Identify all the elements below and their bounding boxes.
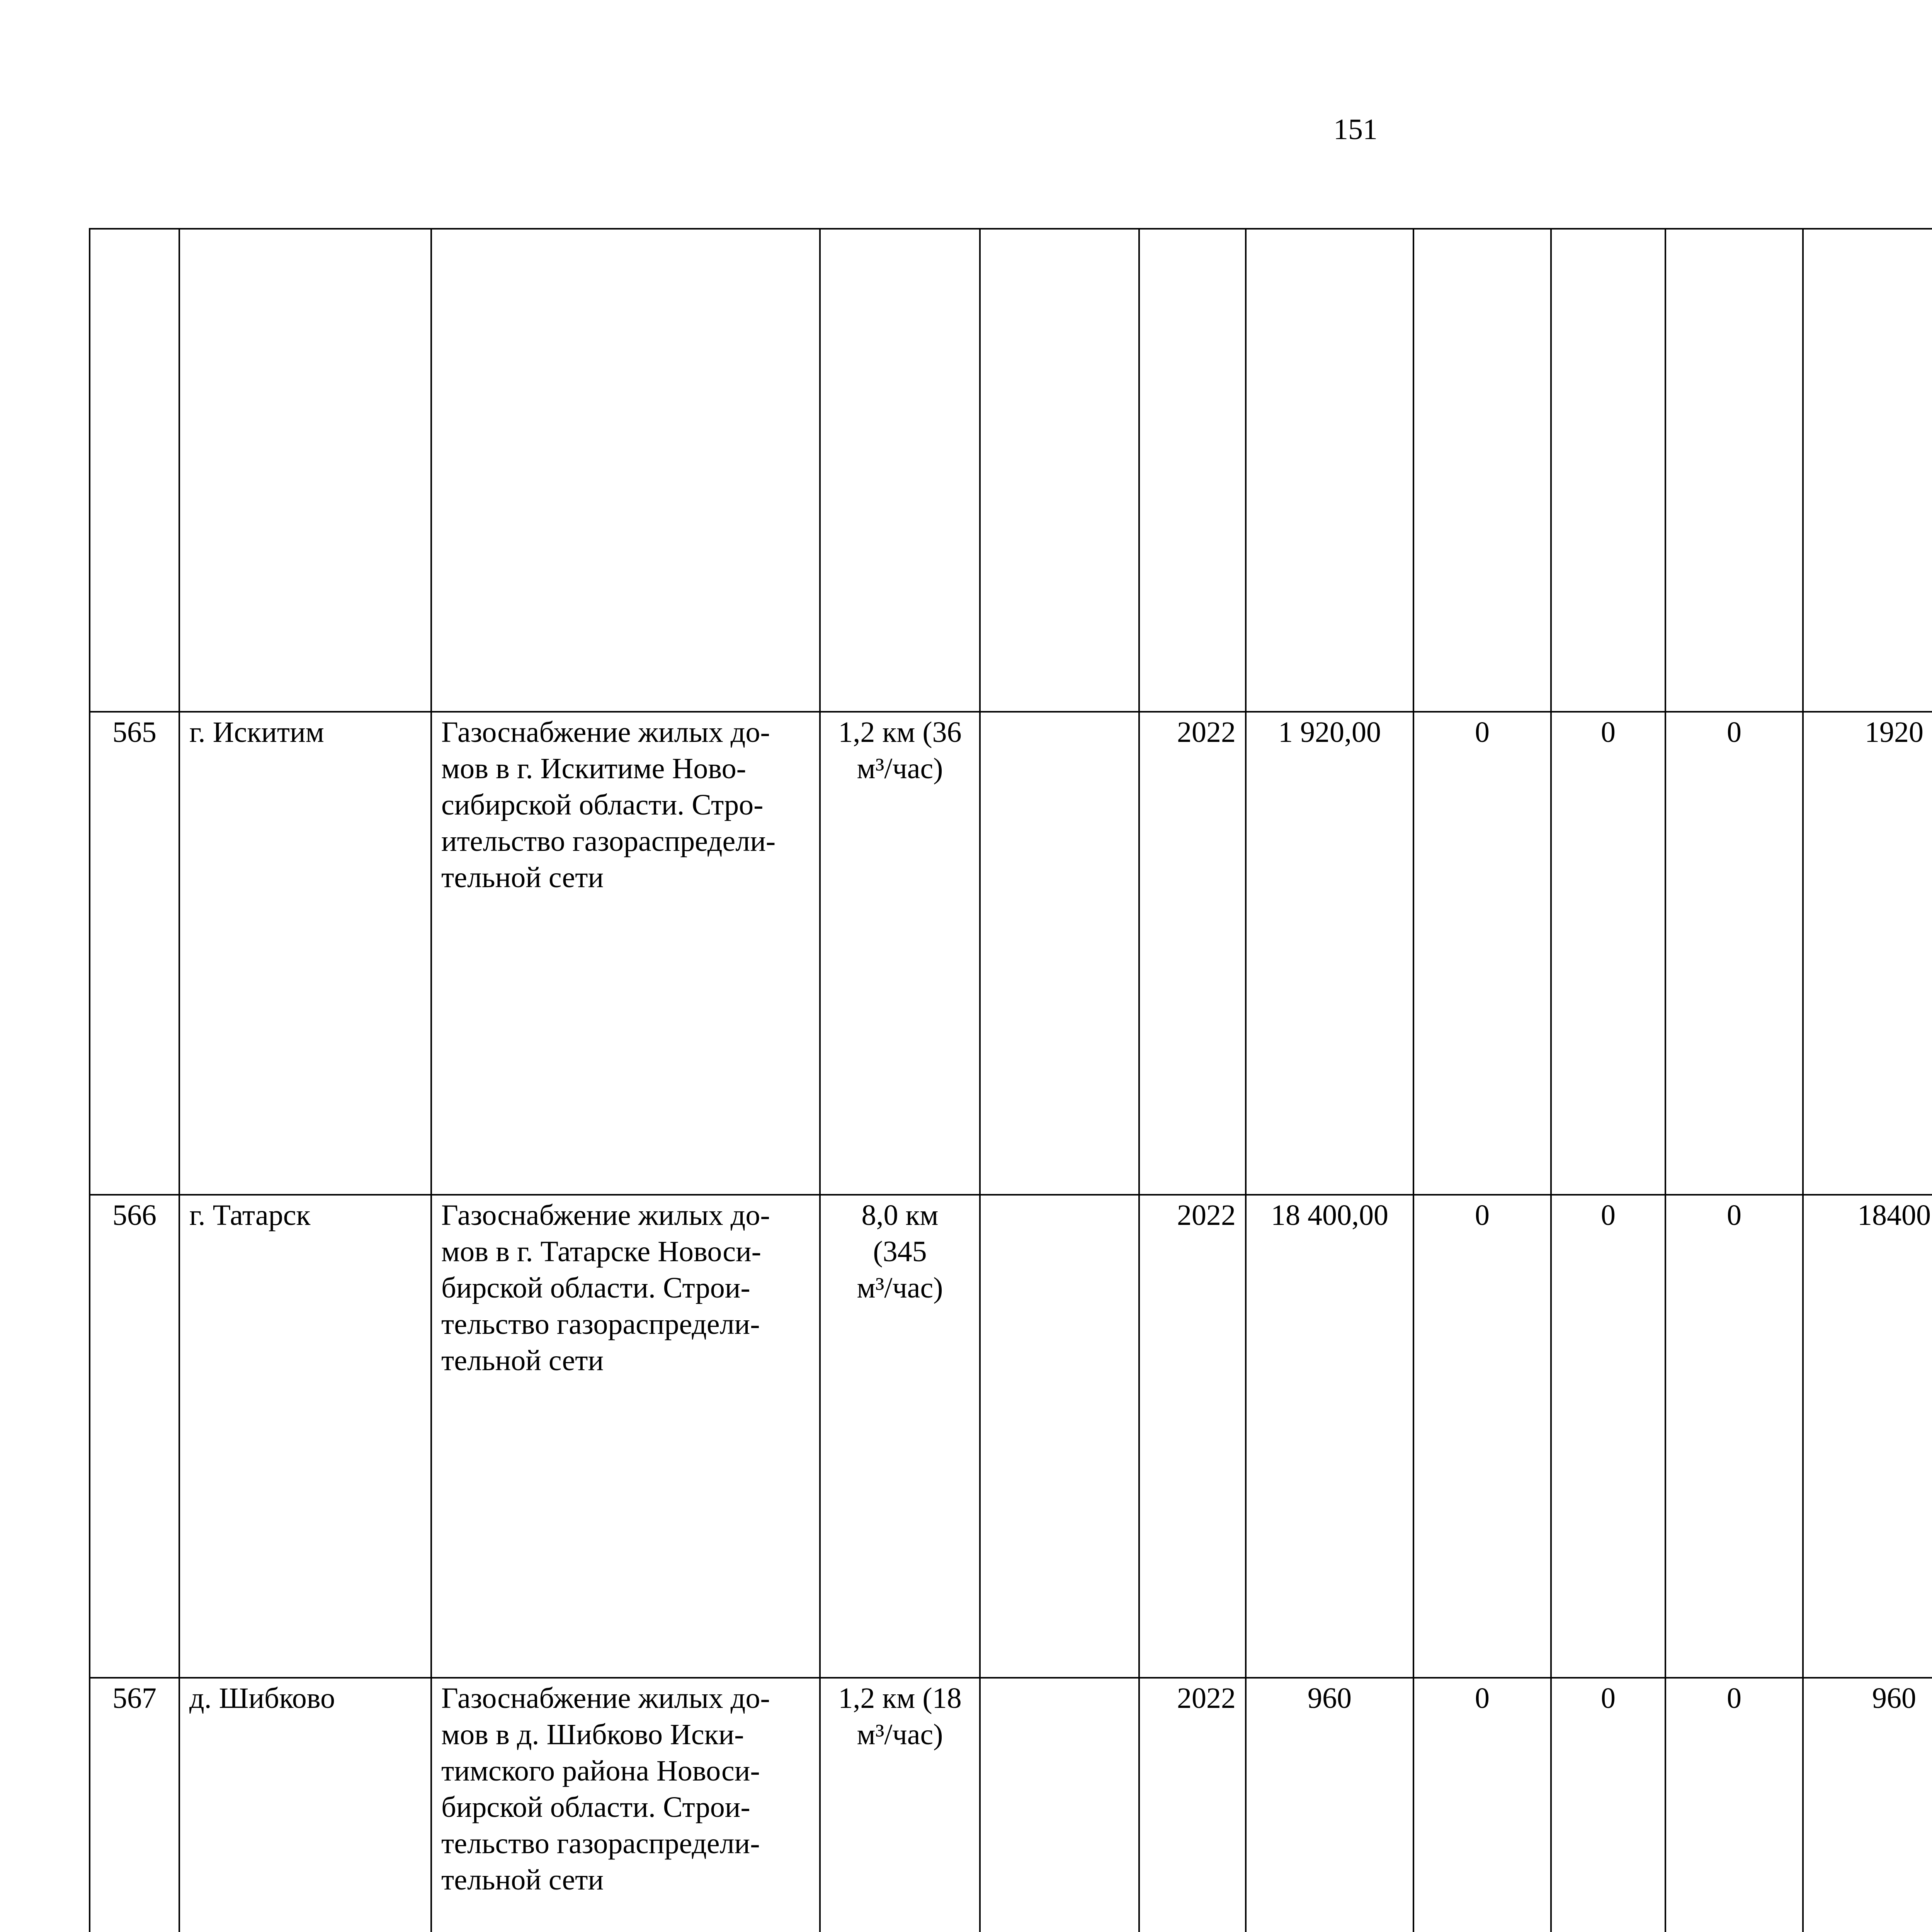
- value-cell: 0: [1551, 712, 1665, 1195]
- locality-cell: г. Татарск: [179, 1195, 431, 1678]
- empty-cell: [980, 712, 1139, 1195]
- capacity-cell: 8,0 км (345 м³/час): [820, 1195, 980, 1678]
- year-cell: [1139, 229, 1246, 712]
- locality-cell: д. Шибково: [179, 1678, 431, 1932]
- gasification-table: [89, 228, 1932, 1932]
- empty-cell: [980, 229, 1139, 712]
- description-cell: Газоснабжение жилых до- мов в г. Искитиме Ново- сибирской области. Стро- ительство газораспредели- тельной сети: [431, 712, 820, 1195]
- capacity-cell: [820, 229, 980, 712]
- table-row: [90, 1678, 1932, 1932]
- page-number: 151: [1333, 113, 1378, 146]
- value-cell: [1551, 229, 1665, 712]
- year-cell: 2022: [1139, 1678, 1246, 1932]
- value-cell: [1413, 229, 1551, 712]
- empty-cell: [980, 1678, 1139, 1932]
- value-cell: 1920: [1803, 712, 1932, 1195]
- value-cell: [1803, 229, 1932, 712]
- total-cost-cell: 1 920,00: [1246, 712, 1413, 1195]
- total-cost-cell: 960: [1246, 1678, 1413, 1932]
- table-row: [90, 1195, 1932, 1678]
- description-cell: [431, 229, 820, 712]
- locality-cell: [179, 229, 431, 712]
- table-row: [90, 229, 1932, 712]
- value-cell: 0: [1551, 1195, 1665, 1678]
- year-cell: 2022: [1139, 712, 1246, 1195]
- value-cell: 0: [1413, 712, 1551, 1195]
- row-number: 565: [90, 712, 179, 1195]
- row-number: [90, 229, 179, 712]
- total-cost-cell: [1246, 229, 1413, 712]
- description-cell: Газоснабжение жилых до- мов в г. Татарске Новоси- бирской области. Строи- тельство газораспредели- тельной сети: [431, 1195, 820, 1678]
- row-number: 566: [90, 1195, 179, 1678]
- capacity-cell: 1,2 км (18 м³/час): [820, 1678, 980, 1932]
- value-cell: 0: [1413, 1678, 1551, 1932]
- value-cell: 0: [1665, 1195, 1803, 1678]
- value-cell: 0: [1413, 1195, 1551, 1678]
- year-cell: 2022: [1139, 1195, 1246, 1678]
- description-cell: Газоснабжение жилых до- мов в д. Шибково Иски- тимского района Новоси- бирской области. Строи- тельство газораспредели- тельной сети: [431, 1678, 820, 1932]
- value-cell: 0: [1665, 712, 1803, 1195]
- value-cell: [1665, 229, 1803, 712]
- value-cell: 18400: [1803, 1195, 1932, 1678]
- empty-cell: [980, 1195, 1139, 1678]
- value-cell: 0: [1665, 1678, 1803, 1932]
- table-row: [90, 712, 1932, 1195]
- value-cell: 960: [1803, 1678, 1932, 1932]
- row-number: 567: [90, 1678, 179, 1932]
- total-cost-cell: 18 400,00: [1246, 1195, 1413, 1678]
- capacity-cell: 1,2 км (36 м³/час): [820, 712, 980, 1195]
- value-cell: 0: [1551, 1678, 1665, 1932]
- locality-cell: г. Искитим: [179, 712, 431, 1195]
